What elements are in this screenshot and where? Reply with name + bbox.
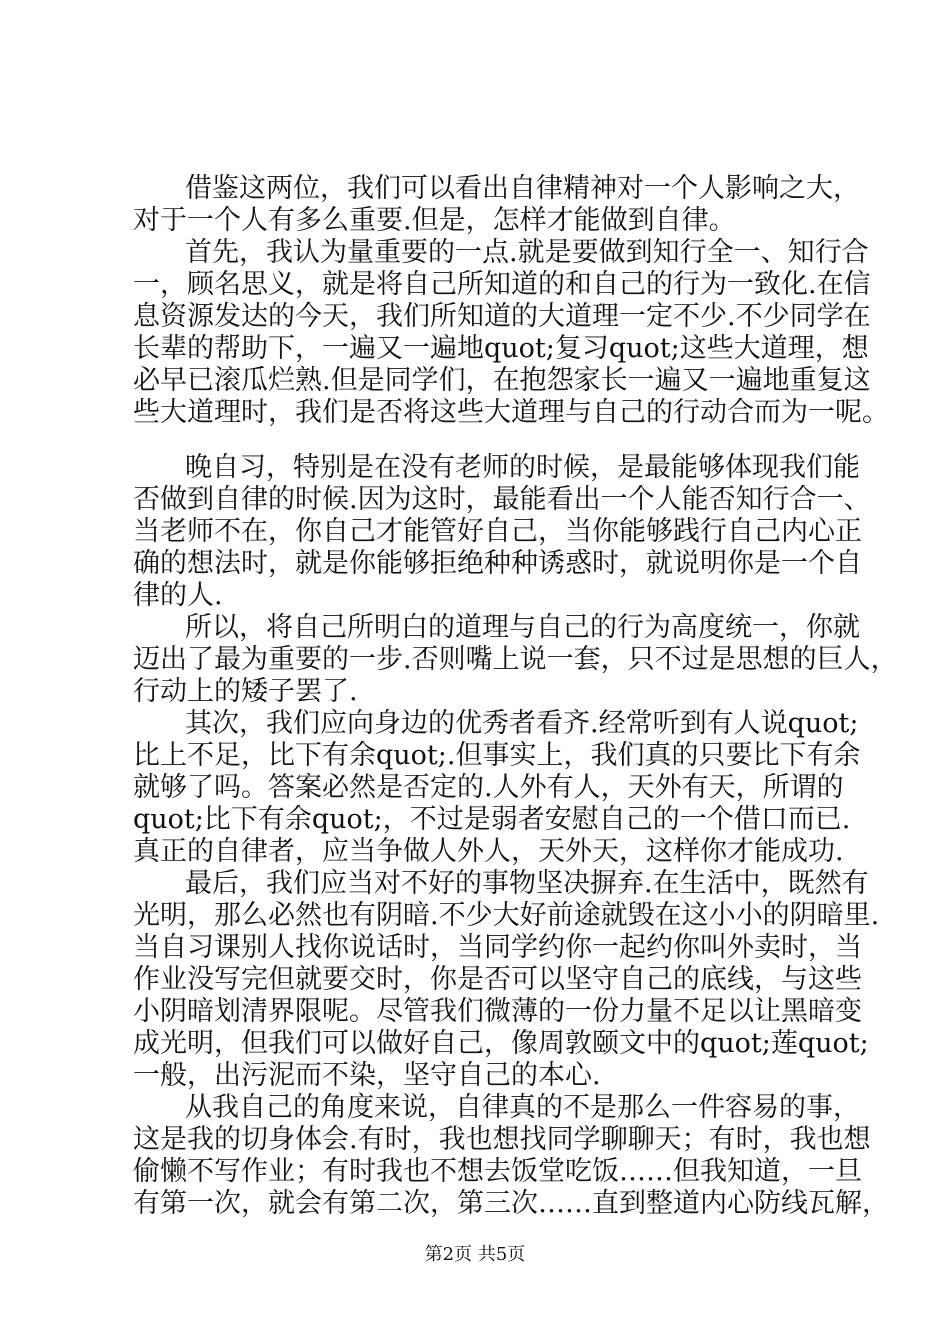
- text-line: quot;比下有余quot;，不过是弱者安慰自己的一个借口而已.: [133, 804, 851, 835]
- text-line: 确的想法时，就是你能够拒绝种种诱惑时，就说明你是一个自: [133, 548, 862, 579]
- text-line: 一般，出污泥而不染，坚守自己的本心.: [133, 1060, 601, 1091]
- text-line: 光明，那么必然也有阴暗.不少大好前途就毁在这小小的阴暗里.: [133, 900, 880, 931]
- text-line: 其次，我们应向身边的优秀者看齐.经常听到有人说quot;: [185, 708, 859, 739]
- page-number: 第2页 共5页: [424, 1244, 526, 1265]
- text-line: 从我自己的角度来说，自律真的不是那么一件容易的事，: [185, 1092, 860, 1123]
- text-line: 对于一个人有多么重要.但是，怎样才能做到自律。: [133, 205, 736, 236]
- text-line: 必早已滚瓜烂熟.但是同学们，在抱怨家长一遍又一遍地重复这: [133, 365, 871, 396]
- text-line: 最后，我们应当对不好的事物坚决摒弃.在生活中，既然有: [185, 868, 869, 899]
- text-line: 这是我的切身体会.有时，我也想找同学聊聊天；有时，我也想: [133, 1124, 871, 1155]
- text-line: 当自习课别人找你说话时，当同学约你一起约你叫外卖时，当: [133, 932, 862, 963]
- text-line: 比上不足，比下有余quot;.但事实上，我们真的只要比下有余: [133, 740, 861, 771]
- text-line: 真正的自律者，应当争做人外人，天外天，这样你才能成功.: [133, 836, 844, 867]
- text-line: 借鉴这两位，我们可以看出自律精神对一个人影响之大，: [185, 173, 860, 204]
- text-line: 迈出了最为重要的一步.否则嘴上说一套，只不过是思想的巨人，: [133, 644, 898, 675]
- text-line: 长辈的帮助下，一遍又一遍地quot;复习quot;这些大道理，想: [133, 333, 869, 364]
- text-line: 当老师不在，你自己才能管好自己，当你能够践行自己内心正: [133, 516, 862, 547]
- text-line: 首先，我认为量重要的一点.就是要做到知行全一、知行合: [185, 237, 869, 268]
- text-line: 就够了吗。答案必然是否定的.人外有人，天外有天，所谓的: [133, 772, 844, 803]
- text-line: 晚自习，特别是在没有老师的时候，是最能够体现我们能: [185, 452, 860, 483]
- text-line: 息资源发达的今天，我们所知道的大道理一定不少.不少同学在: [133, 301, 871, 332]
- text-line: 律的人.: [133, 580, 223, 611]
- text-line: 否做到自律的时候.因为这时，最能看出一个人能否知行合一、: [133, 484, 871, 515]
- text-line: 偷懒不写作业；有时我也不想去饭堂吃饭……但我知道，一旦: [133, 1156, 862, 1187]
- text-line: 行动上的矮子罢了.: [133, 676, 358, 707]
- text-line: 些大道理时，我们是否将这些大道理与自己的行动合而为一呢。: [133, 397, 889, 428]
- text-line: 所以，将自己所明白的道理与自己的行为高度统一，你就: [185, 612, 860, 643]
- text-line: 成光明，但我们可以做好自己，像周敦颐文中的quot;莲quot;: [133, 1028, 869, 1059]
- text-line: 作业没写完但就要交时，你是否可以坚守自己的底线，与这些: [133, 964, 862, 995]
- text-line: 一，顾名思义，就是将自己所知道的和自己的行为一致化.在信: [133, 269, 871, 300]
- text-line: 小阴暗划清界限呢。尽管我们微薄的一份力量不足以让黑暗变: [133, 996, 862, 1027]
- text-line: 有第一次，就会有第二次，第三次……直到整道内心防线瓦解，: [133, 1188, 889, 1219]
